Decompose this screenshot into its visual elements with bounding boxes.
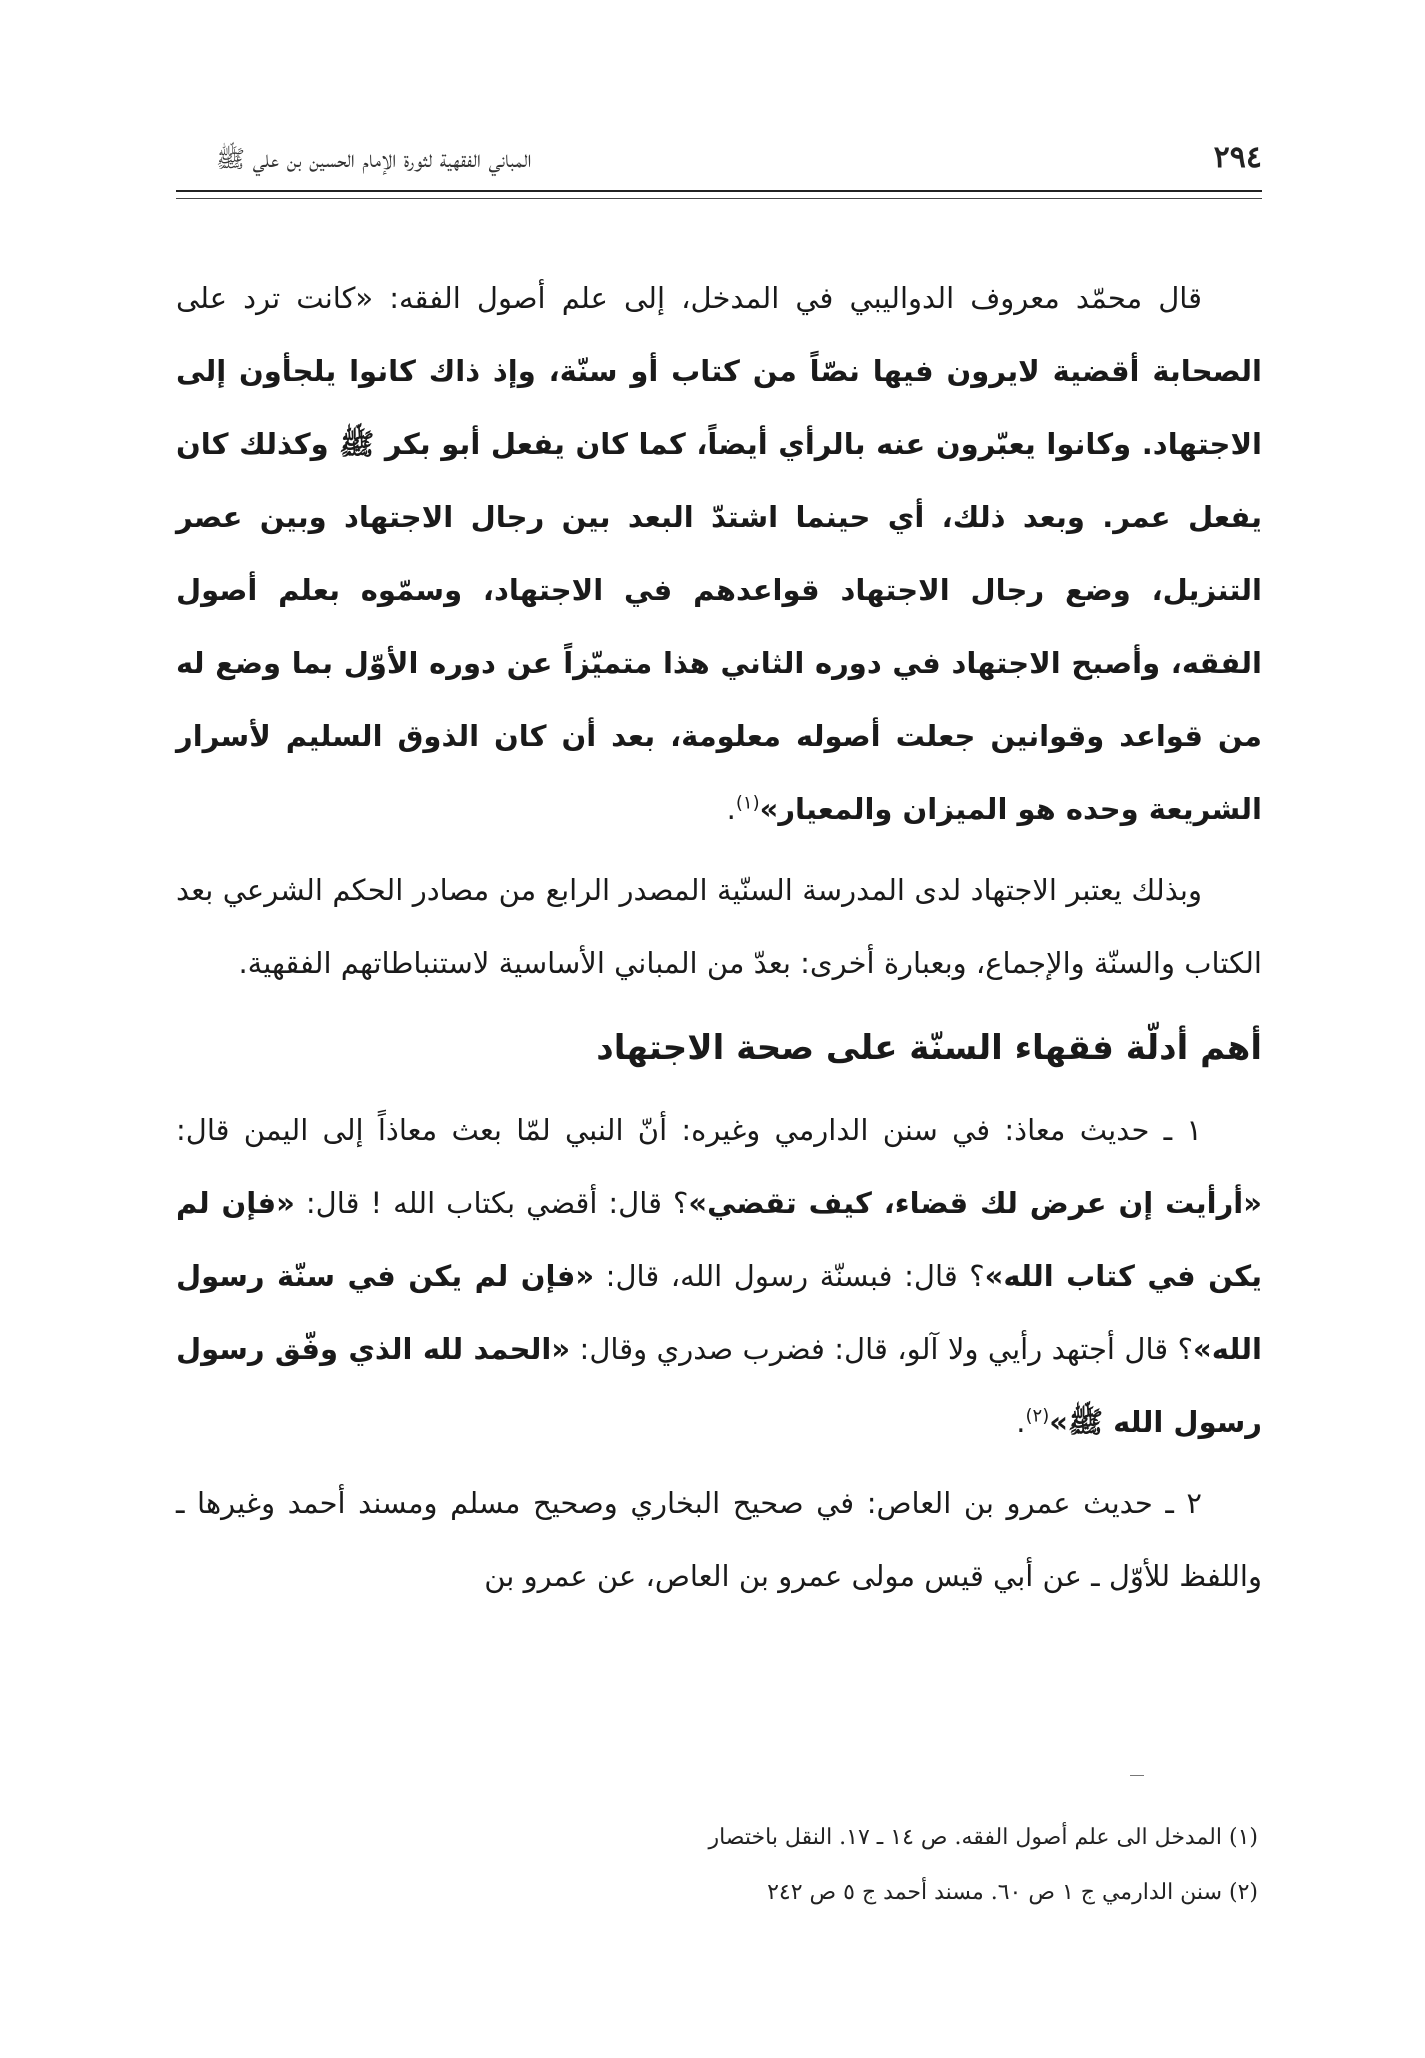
footnote-1: (١) المدخل الى علم أصول الفقه. ص ١٤ ـ ١٧. النقل باختصار [708,1825,1258,1850]
paragraph-ijtihad-source [176,854,1262,1000]
paragraph-intro: قال محمّد معروف الدواليبي في المدخل، إلى علم أصول الفقه: «كانت ترد على [176,281,1202,315]
header-rule-thick [176,190,1262,192]
page-header [176,140,1262,176]
page-number: ٢٩٤ [1213,140,1262,175]
paragraph-end: . [1016,1405,1026,1439]
paragraph-dawalibi-quote [176,262,1262,846]
running-title: المباني الفقهية لثورة الإمام الحسين بن علي ﷺ [216,145,532,173]
paragraph-end: . [726,792,736,826]
hadith-quote-1: «أرأيت إن عرض لك قضاء، كيف تقضي» [688,1186,1262,1220]
paragraph-text: وبذلك يعتبر الاجتهاد لدى المدرسة السنّية المصدر الرابع من مصادر الحكم الشرعي بعد الكتاب والسنّة والإجماع، وبعبارة أخرى: بعدّ من المباني الأساسية لاستنباطاتهم الفقهية. [176,873,1262,980]
body-text [176,262,1262,1621]
footnotes [176,1810,1262,1920]
paragraph-text: ٢ ـ حديث عمرو بن العاص: في صحيح البخاري وصحيح مسلم ومسند أحمد وغيرها ـ واللفظ للأوّل ـ عن أبي قيس مولى عمرو بن العاص، عن عمرو بن [176,1486,1262,1593]
stray-mark [1130,1775,1144,1776]
quoted-text: الصحابة أقضية لايرون فيها نصّاً من كتاب أو سنّة، وإذ ذاك كانوا يلجأون إلى الاجتهاد. وكانوا يعبّرون عنه بالرأي أيضاً، كما كان يفعل أبو بكر ﷺ وكذلك كان يفعل عمر. وبعد ذلك، أي حينما اشتدّ البعد بين رجال الاجتهاد وبين عصر التنزيل، وضع رجال الاجتهاد قواعدهم في الاجتهاد، وسمّوه بعلم أصول الفقه، وأصبح الاجتهاد في دوره الثاني هذا متميّزاً عن دوره الأوّل بما وضع له من قواعد وقوانين جعلت أصوله معلومة، بعد أن كان الذوق السليم لأسرار الشريعة وحده هو الميزان والمعيار» [176,354,1262,826]
header-rule-thin [176,198,1262,199]
section-heading: أهم أدلّة فقهاء السنّة على صحة الاجتهاد [596,1028,1262,1068]
paragraph-amr-hadith [176,1467,1262,1613]
hadith-text-3: ؟ قال أجتهد رأيي ولا آلو، قال: فضرب صدري وقال: [579,1332,1193,1366]
footnote-2: (٢) سنن الدارمي ج ١ ص ٦٠. مسند أحمد ج ٥ ص ٢٤٢ [767,1880,1258,1905]
hadith-quote-4: «الحمد لله الذي وفّق رسول رسول الله ﷺ» [176,1332,1262,1439]
hadith-quote-2: «فإن لم يكن في كتاب الله» [176,1186,1263,1293]
paragraph-muadh-hadith [176,1094,1262,1459]
hadith-text-2: ؟ قال: فبسنّة رسول الله، قال: [605,1259,985,1293]
footnote-ref-2[interactable]: (٢) [1025,1405,1050,1427]
hadith-quote-3: «فإن لم يكن في سنّة رسول الله» [176,1259,1262,1366]
footnote-ref-1[interactable]: (١) [735,792,760,814]
hadith-text-1: ؟ قال: أقضي بكتاب الله ! قال: [305,1186,689,1220]
hadith-intro: ١ ـ حديث معاذ: في سنن الدارمي وغيره: أنّ النبي لمّا بعث معاذاً إلى اليمن قال: [176,1113,1202,1147]
